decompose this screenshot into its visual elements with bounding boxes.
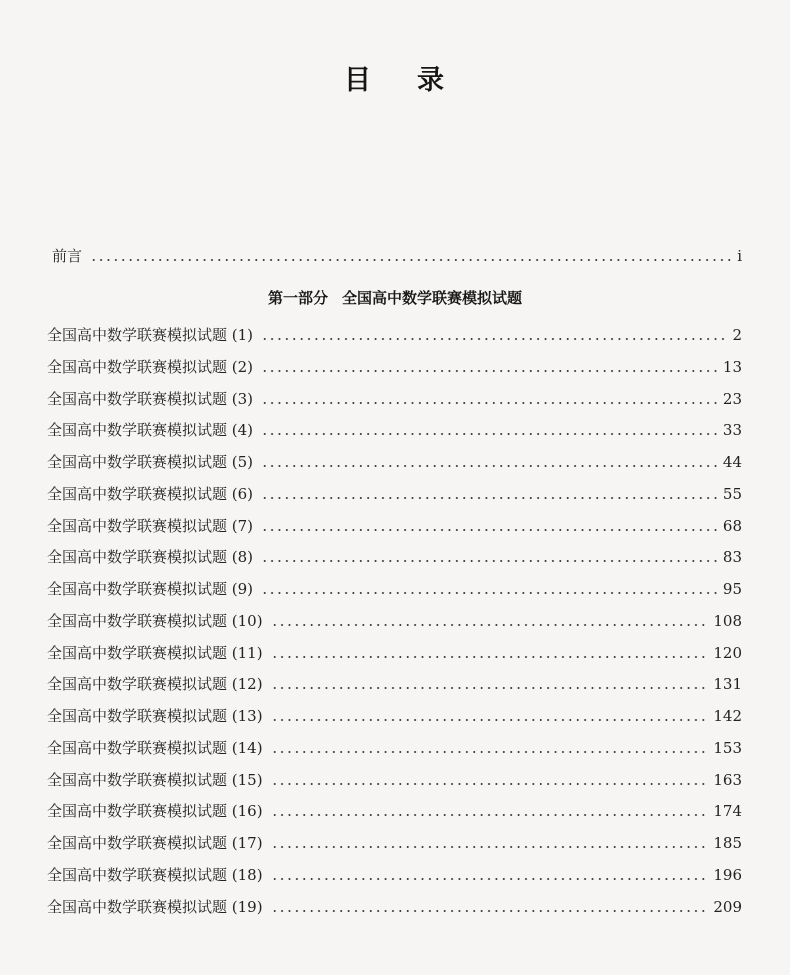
toc-entry[interactable] [47, 866, 742, 884]
toc-entry-label: 全国高中数学联赛模拟试题 (2) [47, 357, 254, 376]
dot-leader [271, 776, 708, 786]
toc-entry-label: 全国高中数学联赛模拟试题 (13) [47, 707, 263, 725]
toc-entry-label: 全国高中数学联赛模拟试题 (4) [47, 421, 254, 440]
toc-entry[interactable] [47, 517, 742, 535]
toc-entry-page: 196 [713, 865, 742, 884]
dot-leader [271, 871, 708, 881]
toc-entry-label: 前言 [52, 247, 83, 265]
toc-entry-page: 55 [722, 484, 742, 503]
toc-entry-label: 全国高中数学联赛模拟试题 (5) [47, 453, 254, 471]
toc-entry-page: 95 [722, 580, 742, 598]
dot-leader [271, 744, 708, 754]
dot-leader [261, 490, 717, 500]
dot-leader [271, 617, 708, 627]
dot-leader [271, 839, 708, 849]
toc-entry-page: 2 [732, 326, 742, 344]
toc-entry-page: 23 [722, 389, 742, 408]
toc-entry-page: 185 [713, 834, 742, 852]
toc-entry[interactable] [47, 898, 742, 916]
toc-entry-label: 全国高中数学联赛模拟试题 (9) [47, 580, 254, 598]
dot-leader [271, 649, 708, 659]
dot-leader [261, 585, 717, 595]
toc-entry-label: 全国高中数学联赛模拟试题 (6) [47, 484, 254, 503]
dot-leader [261, 458, 717, 468]
toc-entry[interactable] [47, 644, 742, 662]
dot-leader [261, 331, 726, 341]
toc-entry-label: 全国高中数学联赛模拟试题 (15) [47, 770, 263, 789]
dot-leader [271, 712, 708, 722]
dot-leader [261, 395, 717, 405]
toc-entry-page: 209 [713, 897, 742, 916]
title-char-2: 录 [417, 65, 446, 96]
toc-entry[interactable] [47, 834, 742, 852]
toc-entry-label: 全国高中数学联赛模拟试题 (14) [47, 738, 263, 757]
toc-entry-page: 108 [713, 611, 742, 630]
toc-entry-label: 全国高中数学联赛模拟试题 (12) [47, 675, 263, 694]
toc-entry-page: 83 [722, 548, 742, 567]
toc-entry[interactable] [47, 326, 742, 344]
section-name: 全国高中数学联赛模拟试题 [342, 289, 523, 307]
dot-leader [261, 426, 717, 436]
toc-entry-label: 全国高中数学联赛模拟试题 (17) [47, 834, 263, 852]
toc-entry-page: 120 [713, 643, 742, 662]
toc-entry-label: 全国高中数学联赛模拟试题 (18) [47, 865, 263, 884]
toc-entry-page: 13 [722, 357, 742, 376]
toc-entry-page: 44 [722, 453, 742, 471]
toc-entry-label: 全国高中数学联赛模拟试题 (8) [47, 548, 254, 567]
title-char-1: 目 [344, 65, 373, 96]
dot-leader [271, 680, 708, 690]
toc-entry-page: 174 [713, 802, 742, 821]
toc-entry-label: 全国高中数学联赛模拟试题 (7) [47, 516, 254, 535]
toc-entry-page: 163 [713, 770, 742, 789]
toc-entry[interactable] [47, 358, 742, 376]
dot-leader [271, 903, 708, 913]
toc-entry-label: 全国高中数学联赛模拟试题 (19) [47, 897, 263, 916]
toc-entry-label: 全国高中数学联赛模拟试题 (11) [47, 643, 263, 662]
toc-entry[interactable] [47, 390, 742, 408]
toc-entry[interactable] [47, 707, 742, 725]
toc-entry[interactable] [47, 421, 742, 439]
toc-entry-page: 153 [713, 738, 742, 757]
toc-entry[interactable] [47, 771, 742, 789]
toc-entry[interactable] [47, 548, 742, 566]
dot-leader [261, 553, 717, 563]
toc-entry-page: 33 [722, 421, 742, 440]
toc-entry[interactable] [47, 739, 742, 757]
toc-entry-page: 68 [722, 516, 742, 535]
dot-leader [261, 522, 717, 532]
toc-entry[interactable] [47, 675, 742, 693]
toc-entry-label: 全国高中数学联赛模拟试题 (10) [47, 611, 263, 630]
toc-entry[interactable] [47, 485, 742, 503]
toc-entry[interactable] [47, 453, 742, 471]
section-part-label: 第一部分 [267, 289, 328, 307]
toc-entry-label: 全国高中数学联赛模拟试题 (3) [47, 389, 254, 408]
toc-entry[interactable] [47, 612, 742, 630]
toc-entry[interactable] [47, 580, 742, 598]
toc-entry-label: 全国高中数学联赛模拟试题 (1) [47, 326, 254, 344]
toc-entry-page: 131 [713, 675, 742, 694]
toc-entry-page: i [737, 247, 742, 265]
dot-leader [261, 363, 717, 373]
toc-entry[interactable] [47, 802, 742, 820]
toc-entry-label: 全国高中数学联赛模拟试题 (16) [47, 802, 263, 821]
dot-leader [271, 807, 708, 817]
toc-entry-page: 142 [713, 707, 742, 725]
